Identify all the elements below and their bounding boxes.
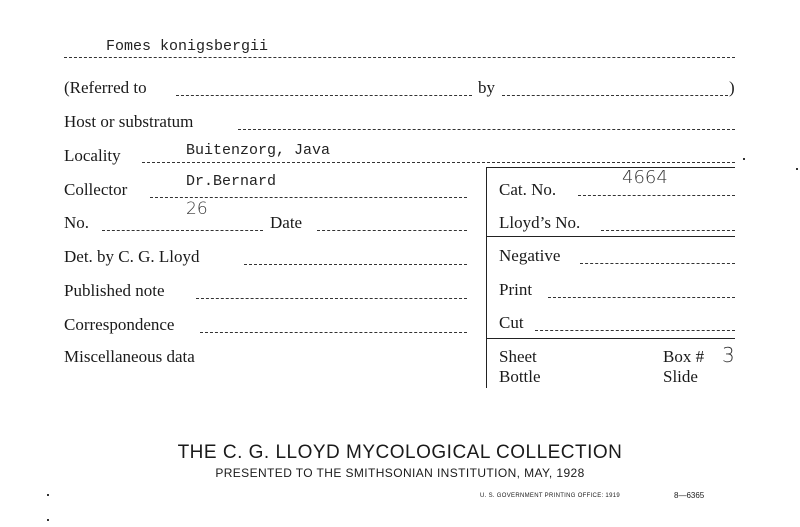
box-left-border — [486, 167, 487, 388]
published-note-label: Published note — [64, 281, 165, 300]
collector-label: Collector — [64, 180, 128, 199]
host-label: Host or substratum — [64, 112, 194, 131]
referred-to-line — [176, 95, 472, 96]
bottle-label: Bottle — [499, 367, 541, 386]
correspondence-label: Correspondence — [64, 315, 175, 334]
no-line — [102, 230, 263, 231]
printing-office-note: U. S. GOVERNMENT PRINTING OFFICE: 1919 — [480, 493, 620, 499]
species-name-line — [64, 57, 735, 58]
slide-label: Slide — [663, 367, 698, 386]
lloyds-no-label: Lloyd’s No. — [499, 213, 581, 232]
cat-no-line — [578, 195, 735, 196]
scan-speck — [796, 168, 798, 170]
det-by-line — [244, 264, 467, 265]
referred-to-label: (Referred to — [64, 78, 147, 97]
cut-label: Cut — [499, 313, 524, 332]
print-line — [548, 297, 735, 298]
by-label: by — [478, 78, 495, 97]
collection-subtitle: PRESENTED TO THE SMITHSONIAN INSTITUTION, MAY, 1928 — [215, 466, 585, 480]
locality-value: Buitenzorg, Java — [186, 142, 331, 159]
negative-label: Negative — [499, 246, 561, 265]
form-code: 8—6365 — [674, 491, 705, 500]
box-divider — [487, 236, 735, 237]
collection-title: THE C. G. LLOYD MYCOLOGICAL COLLECTION — [177, 442, 623, 463]
sheet-label: Sheet — [499, 347, 537, 366]
date-label: Date — [270, 213, 303, 232]
species-name: Fomes konigsbergii — [106, 38, 269, 55]
correspondence-line — [200, 332, 467, 333]
host-line — [238, 129, 735, 130]
cat-no-label: Cat. No. — [499, 180, 557, 199]
negative-line — [580, 263, 735, 264]
cut-line — [535, 330, 735, 331]
print-label: Print — [499, 280, 533, 299]
box-value: 3 — [722, 343, 735, 367]
lloyds-no-line — [601, 230, 735, 231]
by-line — [502, 95, 728, 96]
box-top-border — [487, 167, 735, 168]
collector-line — [150, 197, 467, 198]
scan-speck — [743, 158, 745, 160]
close-paren: ) — [729, 78, 735, 97]
no-label: No. — [64, 213, 90, 232]
date-line — [317, 230, 467, 231]
number-value: 26 — [186, 199, 208, 219]
scan-speck — [47, 494, 49, 496]
locality-label: Locality — [64, 146, 121, 165]
cat-no-value: 4664 — [622, 167, 668, 188]
scan-speck — [47, 519, 49, 521]
det-by-label: Det. by C. G. Lloyd — [64, 247, 200, 266]
published-note-line — [196, 298, 467, 299]
collector-value: Dr.Bernard — [186, 173, 277, 190]
misc-data-label: Miscellaneous data — [64, 347, 195, 366]
box-divider-lower — [487, 338, 735, 339]
box-label: Box # — [663, 347, 705, 366]
locality-line — [142, 162, 735, 163]
